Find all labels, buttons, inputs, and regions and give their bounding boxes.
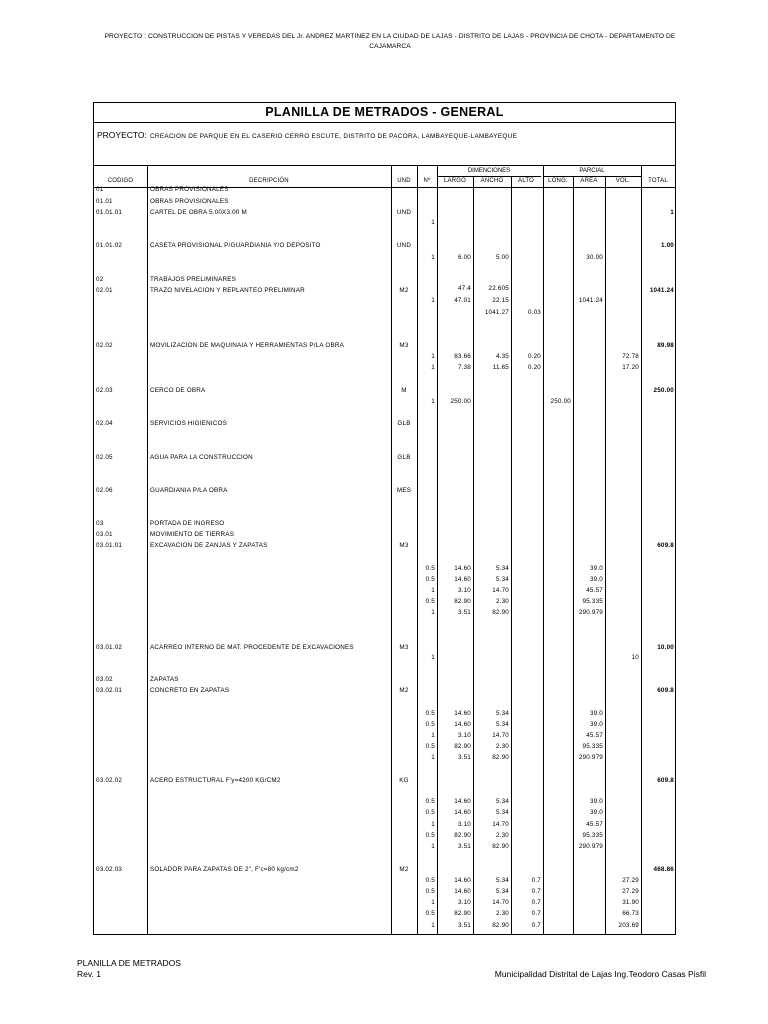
cell-ancho: 2.30 — [495, 743, 509, 750]
cell-n: 0.5 — [425, 576, 435, 583]
cell-largo: 3.51 — [457, 609, 471, 616]
col-descripcion: DECRIPCIÓN — [249, 178, 289, 184]
cell-area: 39.0 — [589, 721, 603, 728]
cell-codigo: 03.01.01 — [96, 542, 123, 549]
cell-n: 0.5 — [425, 877, 435, 884]
cell-largo: 47.01 — [454, 297, 471, 304]
cell-ancho: 5.34 — [495, 565, 509, 572]
sheet-title: PLANILLA DE METRADOS - GENERAL — [265, 105, 504, 119]
cell-und: GLB — [397, 420, 411, 427]
cell-desc: ACARREO INTERNO DE MAT. PROCEDENTE DE EXCAVACIONES — [150, 644, 354, 651]
cell-largo: 3.10 — [457, 587, 471, 594]
cell-vol: 72.78 — [622, 353, 639, 360]
cell-area: 290.979 — [578, 609, 603, 616]
cell-alto: 0.03 — [527, 309, 541, 316]
cell-vol: 31.90 — [622, 899, 639, 906]
cell-desc: PORTADA DE INGRESO — [150, 520, 225, 527]
cell-area: 39.0 — [589, 710, 603, 717]
col-ancho: ANCHO — [480, 178, 504, 184]
cell-desc: ZAPATAS — [150, 676, 179, 683]
cell-area: 290.979 — [578, 754, 603, 761]
col-total: TOTAL — [648, 178, 668, 184]
cell-area: 45.57 — [586, 587, 603, 594]
col-n: Nº — [423, 178, 431, 184]
cell-area: 95.335 — [582, 598, 603, 605]
cell-total: 250.00 — [653, 387, 674, 394]
cell-codigo: 03 — [96, 520, 104, 527]
footer-left — [77, 958, 181, 980]
cell-codigo: 03.02 — [96, 676, 113, 683]
cell-largo: 83.66 — [454, 353, 471, 360]
col-area: AREA — [580, 178, 598, 184]
cell-n: 0.5 — [425, 832, 435, 839]
cell-ancho: 5.34 — [495, 888, 509, 895]
cell-largo: 82.90 — [454, 910, 471, 917]
header-line-1: PROYECTO : CONSTRUCCION DE PISTAS Y VEREDAS DEL Jr. ANDREZ MARTINEZ EN LA CIUDAD DE LAJAS - DISTRITO DE LAJAS - PROVINCIA DE CHOTA - DEPARTAMENTO DE — [104, 33, 676, 40]
cell-n: 1 — [431, 732, 435, 739]
cell-ancho: 22.605 — [488, 285, 509, 292]
cell-desc: GUARDIANIA P/LA OBRA — [150, 487, 228, 494]
cell-codigo: 02.02 — [96, 342, 113, 349]
cell-desc: CONCRETO EN ZAPATAS — [150, 687, 230, 694]
cell-n: 1 — [431, 297, 435, 304]
cell-ancho: 1041.27 — [484, 309, 509, 316]
cell-codigo: 02.03 — [96, 387, 113, 394]
cell-n: 1 — [431, 587, 435, 594]
cell-n: 0.5 — [425, 888, 435, 895]
cell-vol: 203.69 — [618, 922, 639, 929]
col-long: LONG. — [548, 178, 568, 184]
table-top-rule — [94, 165, 675, 166]
cell-largo: 6.00 — [457, 254, 471, 261]
cell-alto: 0.7 — [531, 899, 541, 906]
cell-desc: TRABAJOS PRELIMINARES — [150, 276, 237, 283]
cell-codigo: 02.05 — [96, 454, 113, 461]
cell-largo: 3.51 — [457, 922, 471, 929]
cell-n: 0.5 — [425, 565, 435, 572]
cell-largo: 82.90 — [454, 598, 471, 605]
cell-codigo: 01.01.01 — [96, 209, 123, 216]
cell-ancho: 5.34 — [495, 576, 509, 583]
cell-desc: TRAZO NIVELACION Y REPLANTEO PRELIMINAR — [150, 287, 305, 294]
cell-largo: 14.60 — [454, 798, 471, 805]
cell-ancho: 22.15 — [492, 297, 509, 304]
parcial-rule — [543, 176, 641, 177]
cell-desc: SOLADOR PARA ZAPATAS DE 2", F'c=80 kg/cm2 — [150, 866, 299, 873]
cell-und: M2 — [399, 866, 409, 873]
cell-area: 30.00 — [586, 254, 603, 261]
cell-area: 45.57 — [586, 821, 603, 828]
cell-desc: AGUA PARA LA CONSTRUCCION — [150, 454, 253, 461]
cell-area: 39.0 — [589, 798, 603, 805]
cell-n: 0.5 — [425, 798, 435, 805]
cell-codigo: 01.01.02 — [96, 242, 123, 249]
cell-n: 1 — [431, 654, 435, 661]
cell-n: 1 — [431, 922, 435, 929]
cell-vol: 17.20 — [622, 364, 639, 371]
col-rule — [511, 176, 512, 934]
col-vol: VOL. — [615, 178, 631, 184]
cell-desc: OBRAS PROVISIONALES — [150, 198, 229, 205]
cell-n: 1 — [431, 353, 435, 360]
cell-largo: 82.90 — [454, 743, 471, 750]
cell-largo: 3.51 — [457, 754, 471, 761]
cell-alto: 0.7 — [531, 922, 541, 929]
cell-vol: 27.29 — [622, 888, 639, 895]
cell-ancho: 5.34 — [495, 877, 509, 884]
cell-alto: 0.20 — [527, 364, 541, 371]
cell-desc: EXCAVACION DE ZANJAS Y ZAPATAS — [150, 542, 268, 549]
cell-ancho: 2.30 — [495, 832, 509, 839]
cell-desc: ACERO ESTRUCTURAL F'y=4200 KG/CM2 — [150, 777, 281, 784]
cell-n: 1 — [431, 254, 435, 261]
cell-total: 89.98 — [657, 342, 674, 349]
cell-largo: 14.60 — [454, 877, 471, 884]
cell-total: 1041.24 — [649, 287, 674, 294]
cell-ancho: 5.00 — [495, 254, 509, 261]
cell-desc: MOVIMIENTO DE TIERRAS — [150, 531, 235, 538]
title-divider — [94, 122, 675, 123]
cell-total: 10.00 — [657, 644, 674, 651]
cell-vol: 66.73 — [622, 910, 639, 917]
cell-codigo: 03.02.03 — [96, 866, 123, 873]
cell-desc: CASETA PROVISIONAL P/GUARDIANIA Y/O DEPOSITO — [150, 242, 321, 249]
cell-codigo: 02.01 — [96, 287, 113, 294]
cell-area: 1041.24 — [578, 297, 603, 304]
cell-codigo: 03.02.01 — [96, 687, 123, 694]
cell-codigo: 02.06 — [96, 487, 113, 494]
col-rule — [147, 165, 148, 934]
cell-codigo: 03.02.02 — [96, 777, 123, 784]
cell-area: 95.335 — [582, 832, 603, 839]
cell-alto: 0.7 — [531, 910, 541, 917]
project-text: CREACION DE PARQUE EN EL CASERIO CERRO ESCUTE, DISTRITO DE PACORA, LAMBAYEQUE-LAMBAYEQUE — [150, 133, 518, 140]
cell-n: 0.5 — [425, 743, 435, 750]
col-und: UND — [397, 178, 411, 184]
cell-desc: OBRAS PROVISIONALES — [150, 186, 229, 193]
cell-area: 39.0 — [589, 809, 603, 816]
cell-ancho: 5.34 — [495, 710, 509, 717]
cell-ancho: 14.70 — [492, 821, 509, 828]
cell-n: 1 — [431, 609, 435, 616]
cell-total: 609.8 — [657, 687, 674, 694]
cell-largo: 14.60 — [454, 721, 471, 728]
cell-codigo: 01 — [96, 186, 104, 193]
cell-und: UND — [396, 209, 412, 216]
col-alto: ALTO — [518, 178, 534, 184]
cell-ancho: 82.90 — [492, 843, 509, 850]
cell-und: MES — [396, 487, 412, 494]
header-line-2: CAJAMARCA — [369, 43, 411, 50]
cell-ancho: 2.30 — [495, 910, 509, 917]
col-rule — [543, 165, 544, 934]
cell-alto: 0.20 — [527, 353, 541, 360]
col-rule — [437, 165, 438, 934]
cell-ancho: 14.70 — [492, 587, 509, 594]
cell-largo: 3.10 — [457, 821, 471, 828]
group-parcial: PARCIAL — [579, 168, 605, 174]
document-header — [60, 32, 720, 52]
cell-n: 1 — [431, 754, 435, 761]
col-codigo: CODIGO — [107, 178, 134, 184]
cell-n: 0.5 — [425, 809, 435, 816]
col-rule — [417, 165, 418, 934]
cell-ancho: 4.35 — [495, 353, 509, 360]
cell-total: 1.00 — [660, 242, 674, 249]
cell-ancho: 11.65 — [492, 364, 509, 371]
cell-long: 250.00 — [550, 398, 571, 405]
cell-n: 1 — [431, 219, 435, 226]
cell-largo: 250.00 — [450, 398, 471, 405]
cell-alto: 0.7 — [531, 877, 541, 884]
cell-ancho: 5.34 — [495, 798, 509, 805]
cell-largo: 14.60 — [454, 888, 471, 895]
cell-largo: 14.60 — [454, 809, 471, 816]
cell-ancho: 14.70 — [492, 899, 509, 906]
footer-right: Municipalidad Distrital de Lajas Ing.Teodoro Casas Pisfil — [494, 969, 706, 979]
cell-total: 609.8 — [657, 542, 674, 549]
cell-largo: 14.60 — [454, 710, 471, 717]
cell-n: 0.5 — [425, 598, 435, 605]
cell-n: 1 — [431, 364, 435, 371]
cell-und: M2 — [399, 687, 409, 694]
cell-total: 1 — [670, 209, 674, 216]
group-dimensiones: DIMENCIONES — [467, 168, 511, 174]
cell-codigo: 03.01.02 — [96, 644, 123, 651]
cell-largo: 14.60 — [454, 565, 471, 572]
cell-n: 1 — [431, 398, 435, 405]
cell-n: 1 — [431, 899, 435, 906]
cell-n: 0.5 — [425, 910, 435, 917]
cell-area: 95.335 — [582, 743, 603, 750]
cell-total: 609.8 — [657, 777, 674, 784]
cell-largo: 3.10 — [457, 732, 471, 739]
cell-n: 0.5 — [425, 721, 435, 728]
cell-codigo: 02 — [96, 276, 104, 283]
cell-ancho: 82.90 — [492, 754, 509, 761]
cell-area: 39.0 — [589, 565, 603, 572]
cell-desc: CERCO DE OBRA — [150, 387, 206, 394]
cell-n: 0.5 — [425, 710, 435, 717]
cell-area: 290.979 — [578, 843, 603, 850]
cell-alto: 0.7 — [531, 888, 541, 895]
col-rule — [605, 176, 606, 934]
cell-area: 39.0 — [589, 576, 603, 583]
cell-total: 468.86 — [653, 866, 674, 873]
cell-largo: 7.38 — [457, 364, 471, 371]
cell-desc: CARTEL DE OBRA 5.00X3.00 M — [150, 209, 247, 216]
cell-n: 1 — [431, 843, 435, 850]
col-largo: LARGO — [443, 178, 466, 184]
cell-desc: MOVILIZACION DE MAQUINAIA Y HERRAMIENTAS P/LA OBRA — [150, 342, 345, 349]
footer-doc-name: PLANILLA DE METRADOS — [77, 958, 181, 968]
cell-largo: 47.4 — [457, 285, 471, 292]
cell-ancho: 5.34 — [495, 809, 509, 816]
cell-largo: 3.10 — [457, 899, 471, 906]
cell-largo: 82.90 — [454, 832, 471, 839]
cell-largo: 3.51 — [457, 843, 471, 850]
footer-revision: Rev. 1 — [77, 969, 101, 979]
cell-und: UND — [396, 242, 412, 249]
cell-ancho: 5.34 — [495, 721, 509, 728]
cell-codigo: 01.01 — [96, 198, 113, 205]
project-label: PROYECTO: — [97, 130, 147, 140]
cell-ancho: 14.70 — [492, 732, 509, 739]
cell-und: M3 — [399, 342, 409, 349]
cell-und: M3 — [399, 644, 409, 651]
cell-largo: 14.60 — [454, 576, 471, 583]
cell-desc: SERVICIOS HIGIENICOS — [150, 420, 228, 427]
cell-vol: 27.29 — [622, 877, 639, 884]
cell-und: M2 — [399, 287, 409, 294]
cell-und: M3 — [399, 542, 409, 549]
cell-vol: 10 — [631, 654, 639, 661]
cell-ancho: 82.90 — [492, 609, 509, 616]
cell-ancho: 2.30 — [495, 598, 509, 605]
cell-und: M — [401, 387, 407, 394]
cell-n: 1 — [431, 821, 435, 828]
cell-ancho: 82.90 — [492, 922, 509, 929]
cell-codigo: 02.04 — [96, 420, 113, 427]
cell-area: 45.57 — [586, 732, 603, 739]
metrados-sheet — [93, 102, 676, 935]
cell-codigo: 03.01 — [96, 531, 113, 538]
cell-und: KG — [399, 777, 409, 784]
dimensiones-rule — [437, 176, 541, 177]
cell-und: GLB — [397, 454, 411, 461]
